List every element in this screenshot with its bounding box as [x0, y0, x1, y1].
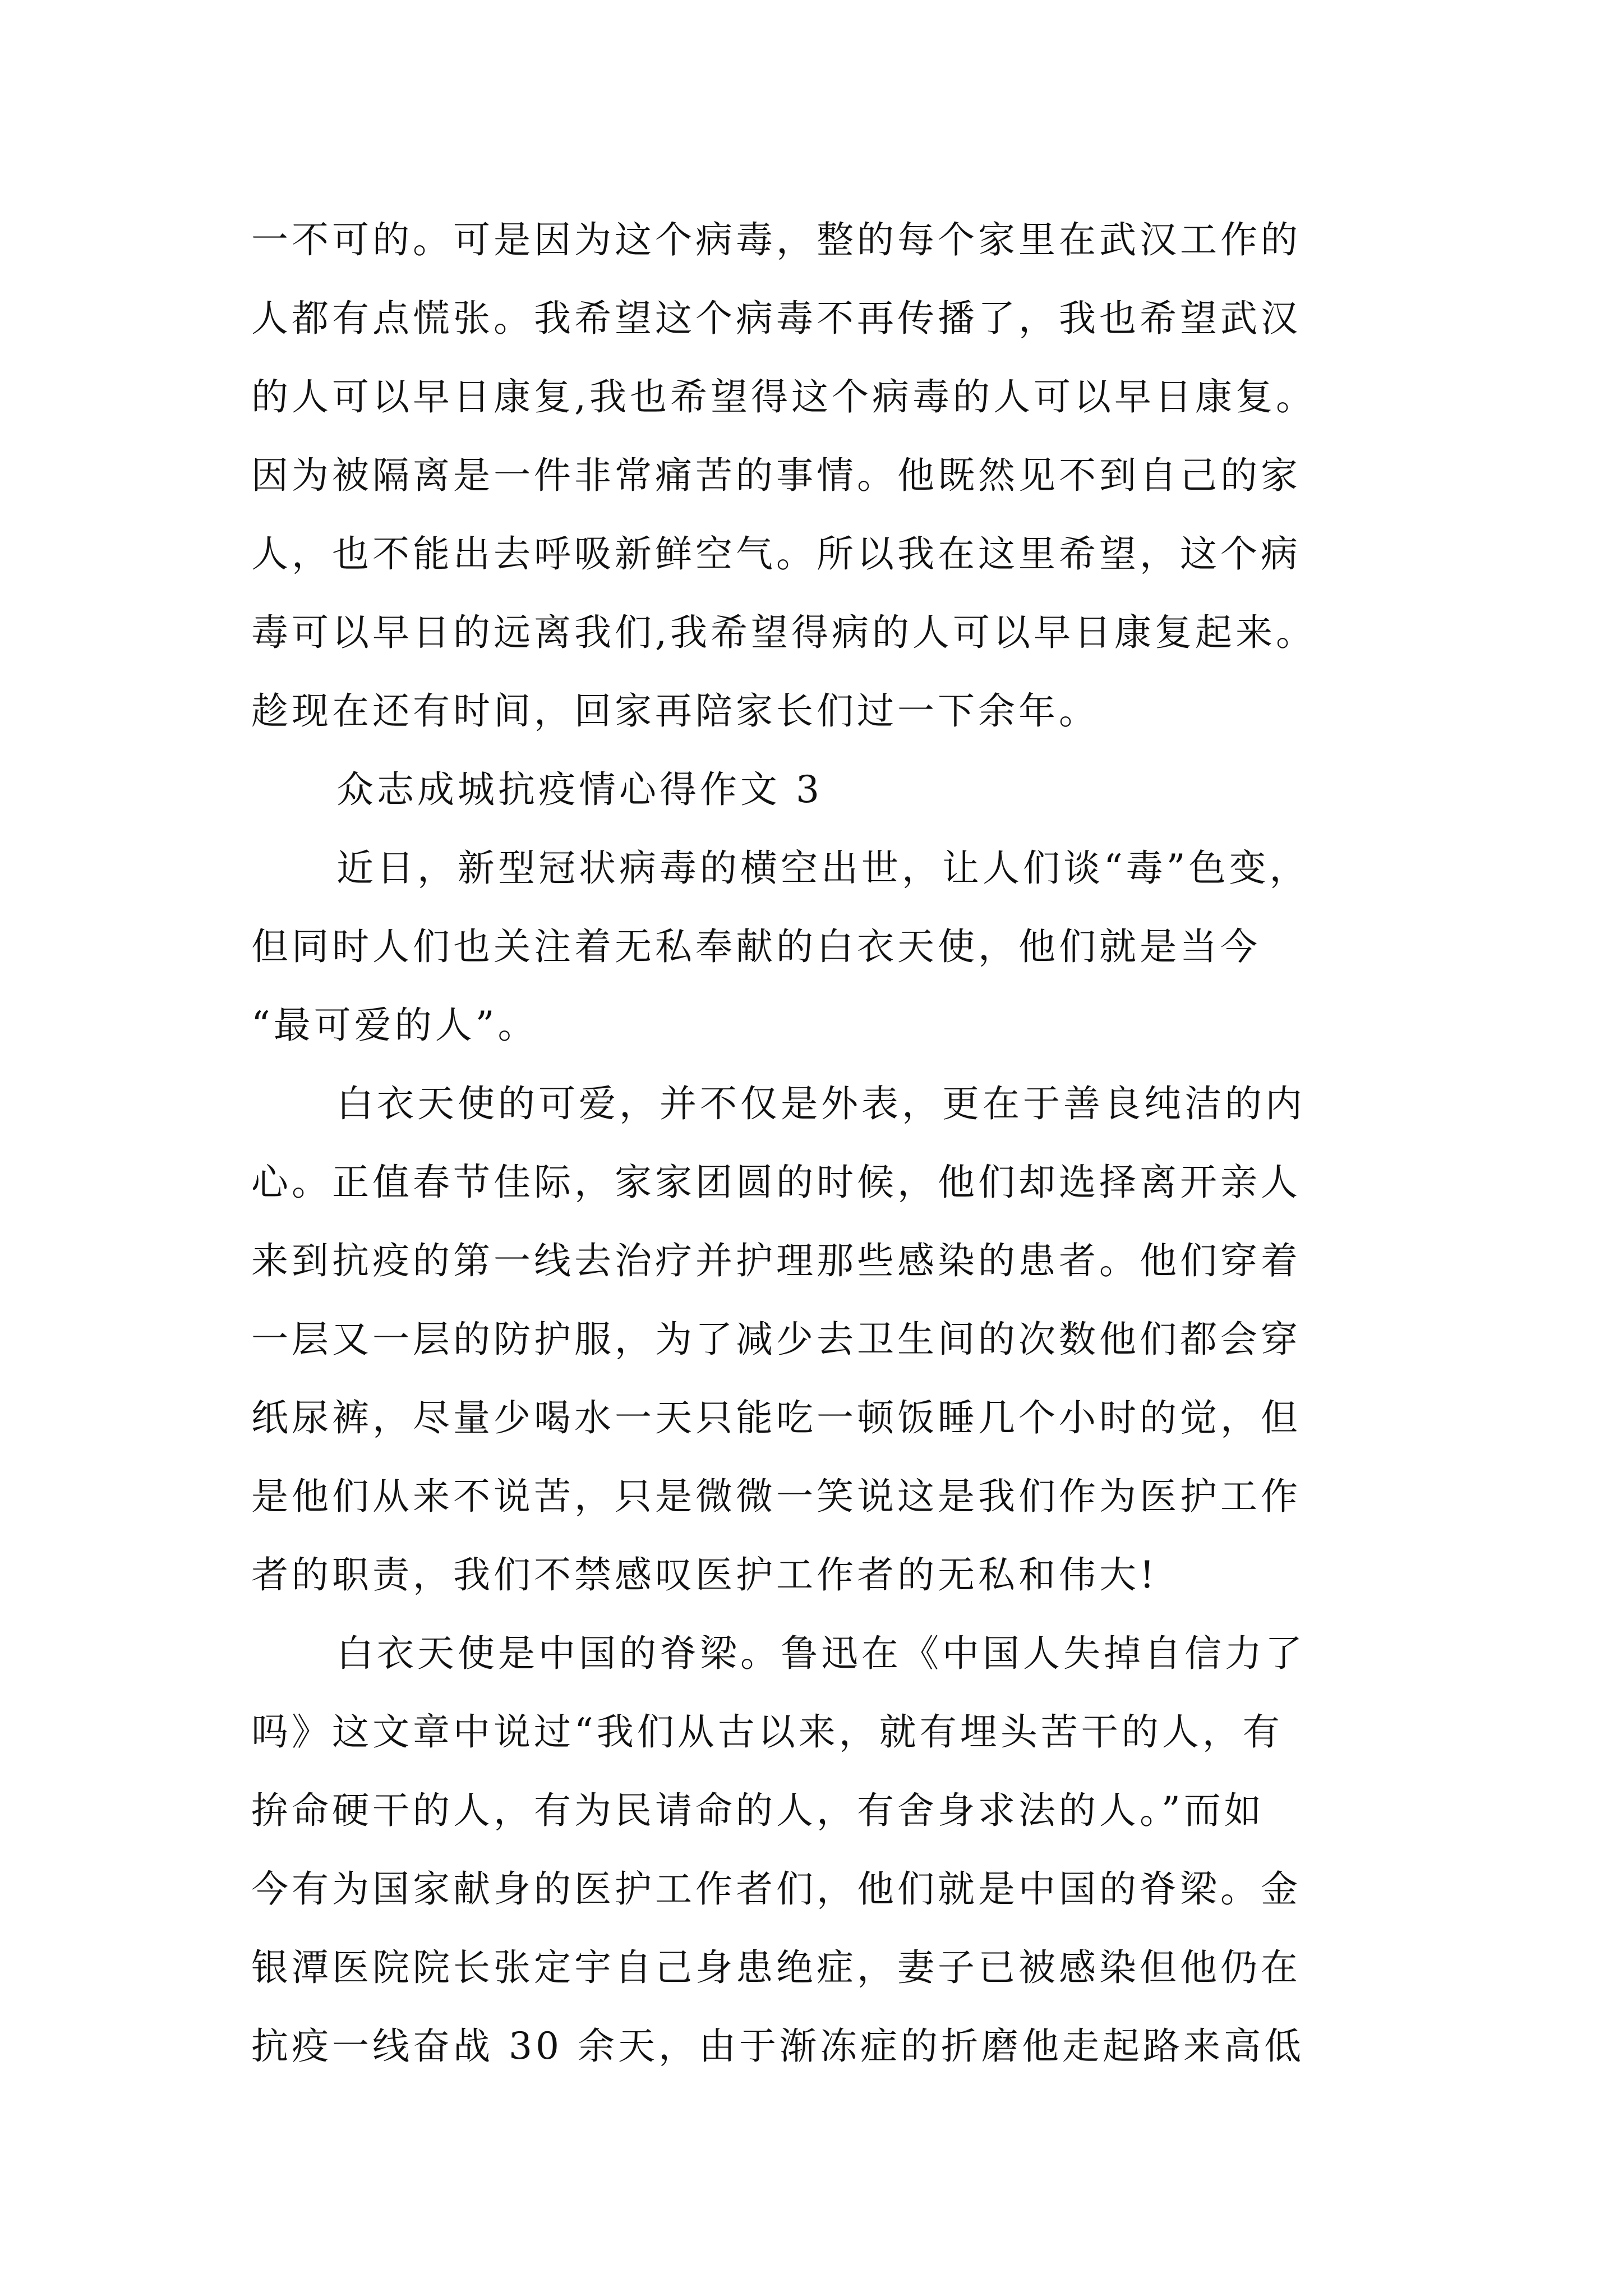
- text-line: 趁现在还有时间，回家再陪家长们过一下余年。: [251, 689, 1099, 733]
- text-line: 但同时人们也关注着无私奉献的白衣天使，他们就是当今: [251, 925, 1261, 968]
- text-line: 白衣天使的可爱，并不仅是外表，更在于善良纯洁的内: [336, 1082, 1306, 1125]
- text-line: 毒可以早日的远离我们,我希望得病的人可以早日康复起来。: [251, 611, 1316, 654]
- text-line: 因为被隔离是一件非常痛苦的事情。他既然见不到自己的家: [251, 454, 1301, 497]
- text-line: 银潭医院院长张定宇自己身患绝症，妻子已被感染但他仍在: [251, 1946, 1301, 1989]
- text-line: 白衣天使是中国的脊梁。鲁迅在《中国人失掉自信力了: [336, 1632, 1306, 1675]
- text-line: 来到抗疫的第一线去治疗并护理那些感染的患者。他们穿着: [251, 1239, 1301, 1282]
- text-line: 一层又一层的防护服，为了减少去卫生间的次数他们都会穿: [251, 1318, 1301, 1361]
- text-line: 者的职责，我们不禁感叹医护工作者的无私和伟大!: [251, 1553, 1158, 1596]
- text-line: 近日，新型冠状病毒的横空出世，让人们谈“毒”色变，: [336, 846, 1310, 890]
- text-line: 的人可以早日康复,我也希望得这个病毒的人可以早日康复。: [251, 375, 1316, 418]
- text-line: 人，也不能出去呼吸新鲜空气。所以我在这里希望，这个病: [251, 532, 1301, 576]
- text-line: 今有为国家献身的医护工作者们，他们就是中国的脊梁。金: [251, 1867, 1301, 1911]
- text-line: 吗》这文章中说过“我们从古以来，就有埋头苦干的人，有: [251, 1710, 1283, 1754]
- text-line: “最可爱的人”。: [251, 1004, 538, 1047]
- text-line: 是他们从来不说苦，只是微微一笑说这是我们作为医护工作: [251, 1475, 1301, 1518]
- text-line: 一不可的。可是因为这个病毒，整的每个家里在武汉工作的: [251, 218, 1301, 261]
- section-heading: 众志成城抗疫情心得作文 3: [336, 768, 823, 811]
- text-line: 心。正值春节佳际，家家团圆的时候，他们却选择离开亲人: [251, 1161, 1301, 1204]
- text-line: 人都有点慌张。我希望这个病毒不再传播了，我也希望武汉: [251, 297, 1301, 340]
- text-line: 抗疫一线奋战 30 余天，由于渐冻症的折磨他走起路来高低: [251, 2024, 1304, 2068]
- text-line: 纸尿裤，尽量少喝水一天只能吃一顿饭睡几个小时的觉，但: [251, 1396, 1301, 1439]
- text-line: 拚命硬干的人，有为民请命的人，有舍身求法的人。”而如: [251, 1789, 1265, 1832]
